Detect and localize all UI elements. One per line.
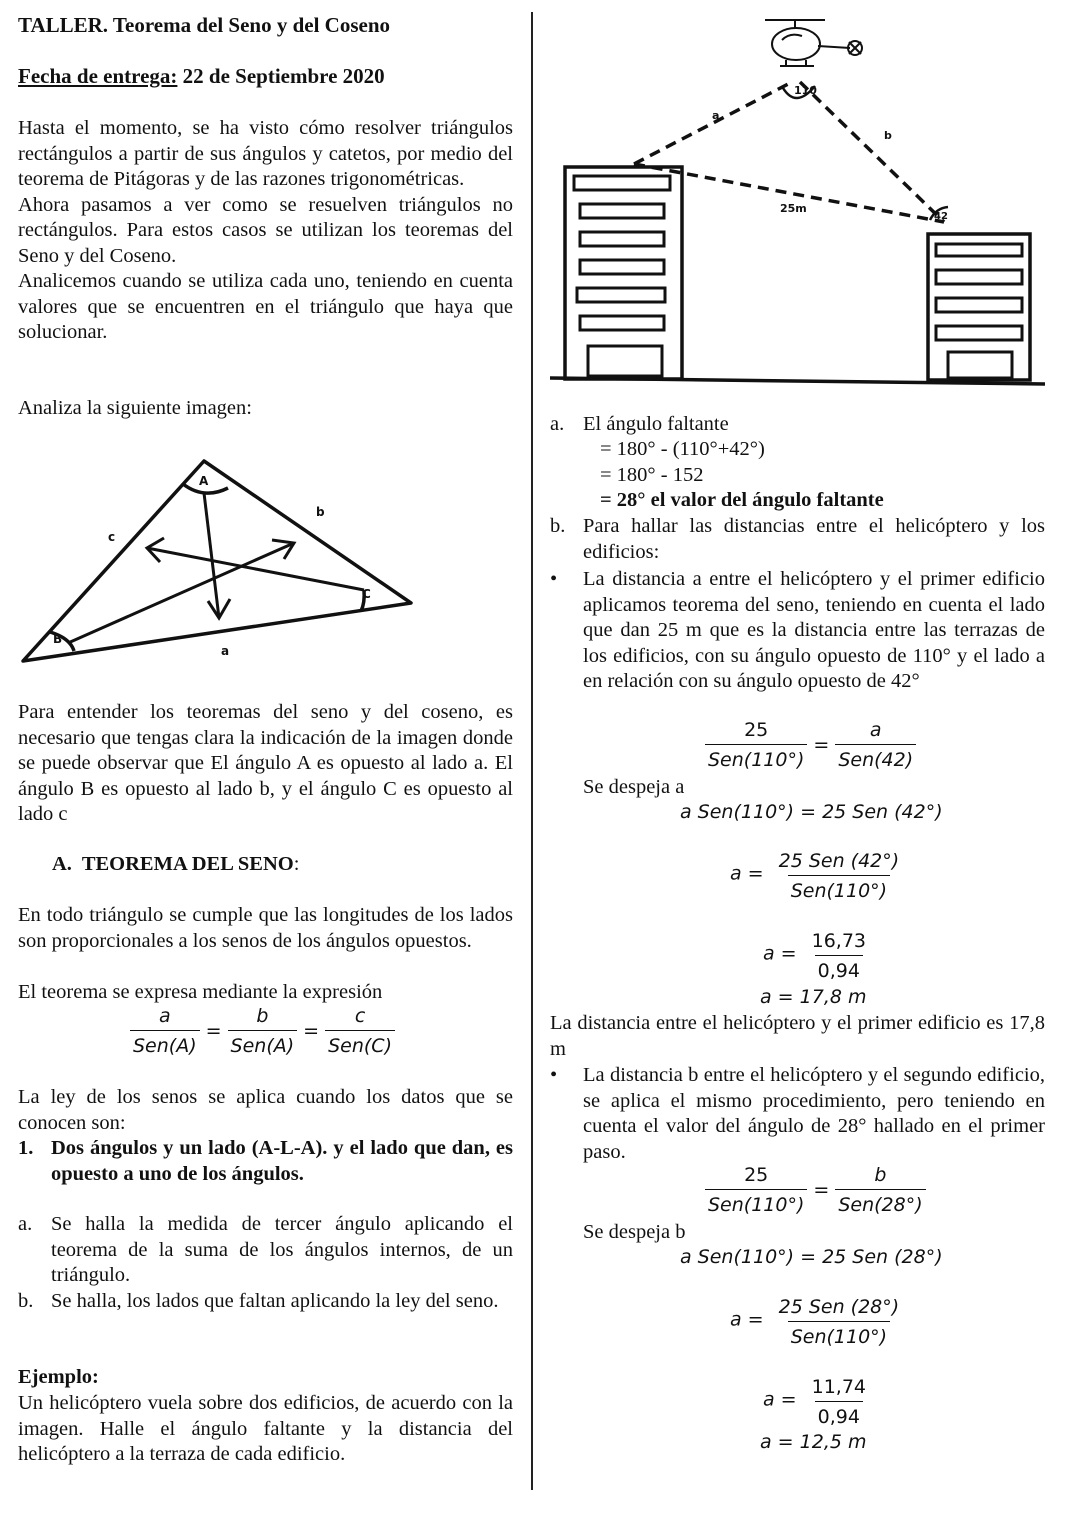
calc2-line: a Sen(110°) = 25 Sen (28°) bbox=[680, 1246, 943, 1268]
triangle-figure bbox=[18, 448, 418, 668]
solution-a-steps bbox=[600, 437, 884, 514]
bullet-icon: • bbox=[550, 568, 558, 590]
lhs: a = bbox=[763, 942, 797, 965]
label-angle-42: 42 bbox=[934, 211, 948, 222]
fraction bbox=[705, 718, 807, 772]
num: 25 Sen (28°) bbox=[778, 1296, 900, 1318]
equals: = bbox=[205, 1020, 222, 1042]
lhs: a = bbox=[730, 1308, 764, 1331]
den: Sen(C) bbox=[325, 1030, 395, 1058]
step-item bbox=[18, 1289, 513, 1315]
calc1-fraction-1 bbox=[730, 849, 902, 903]
solution-a-result-text: el valor del ángulo faltante bbox=[645, 489, 884, 511]
sine-definition: En todo triángulo se cumple que las longitudes de los lados son proporcionales a los senos de los ángulos opuestos. bbox=[18, 904, 513, 952]
bullet-2 bbox=[550, 1063, 1045, 1165]
section-a-heading bbox=[52, 852, 299, 878]
step-text: Se halla la medida de tercer ángulo aplicando el teorema de la suma de los ángulos internos, de un triángulo. bbox=[51, 1213, 513, 1286]
num: 11,74 bbox=[811, 1376, 867, 1398]
fraction-a-over-sen-a bbox=[130, 1004, 200, 1058]
label-angle-a: A bbox=[199, 474, 209, 488]
calc2-fraction-2 bbox=[763, 1375, 869, 1429]
due-date bbox=[18, 64, 385, 90]
num: 25 Sen (42°) bbox=[778, 850, 900, 872]
building-right-windows bbox=[936, 244, 1022, 378]
den: Sen(110°) bbox=[705, 1189, 807, 1217]
num: a bbox=[158, 1005, 171, 1027]
step-item bbox=[18, 1212, 513, 1289]
equals: = bbox=[813, 1179, 830, 1201]
calc1-despeja: Se despeja a bbox=[583, 776, 685, 798]
example-title: Ejemplo: bbox=[18, 1366, 99, 1388]
den: Sen(110°) bbox=[788, 875, 890, 903]
solution-a-line-2: = 180° - 152 bbox=[600, 463, 704, 486]
distance-1-paragraph: La distancia entre el helicóptero y el primer edificio es 17,8 m bbox=[550, 1012, 1045, 1060]
solution-a-title: El ángulo faltante bbox=[583, 413, 729, 435]
equals: = bbox=[813, 734, 830, 756]
label-side-a: a bbox=[221, 644, 230, 658]
law-of-sines-formula bbox=[130, 1004, 395, 1058]
fraction bbox=[835, 718, 916, 772]
bullet-1-text: La distancia a entre el helicóptero y el primer edificio aplicamos teorema del seno, teniendo en cuenta el lado que dan 25 m que es la distancia entre las terrazas de los edificios, con su ángulo opuesto de 110° y el lado a en relación con su ángulo opuesto de 42° bbox=[583, 568, 1045, 692]
section-a-colon: : bbox=[293, 853, 300, 875]
den: Sen(42) bbox=[835, 744, 916, 772]
label-side-c: c bbox=[108, 530, 116, 544]
den: Sen(A) bbox=[130, 1030, 200, 1058]
fraction bbox=[809, 1375, 869, 1429]
label-distance: 25m bbox=[780, 202, 807, 215]
label-angle-b: B bbox=[53, 632, 63, 646]
example-text: Un helicóptero vuela sobre dos edificios, de acuerdo con la imagen. Halle el ángulo faltante y la distancia del helicóptero a la terraza de cada edificio. bbox=[18, 1392, 513, 1465]
due-date-label: Fecha de entrega: bbox=[18, 64, 178, 88]
den: Sen(28°) bbox=[835, 1189, 925, 1217]
calc1-line: a Sen(110°) = 25 Sen (42°) bbox=[680, 801, 943, 823]
intro-paragraph-1: Hasta el momento, se ha visto cómo resolver triángulos rectángulos a partir de sus ángulos y catetos, por medio del teorema de Pitágoras y de las razones trigonométricas. bbox=[18, 117, 513, 190]
understand-paragraph: Para entender los teoremas del seno y del coseno, es necesario que tengas clara la indicación de la imagen donde se puede observar que El ángulo A es opuesto al lado a. El ángulo B es opuesto al lado b, y el ángulo C es opuesto al lado c bbox=[18, 701, 513, 825]
intro bbox=[18, 116, 513, 346]
arrow-c bbox=[147, 548, 364, 590]
label-side-b: b bbox=[316, 505, 325, 519]
bullet-2-text: La distancia b entre el helicóptero y el segundo edificio, se aplica el mismo procedimiento, pero teniendo en cuenta el valor del ángulo de 28° hallado en el primer paso. bbox=[583, 1064, 1045, 1163]
lhs: a = bbox=[730, 862, 764, 885]
step-label: a. bbox=[18, 1213, 33, 1235]
den: Sen(A) bbox=[228, 1030, 298, 1058]
fraction bbox=[776, 1295, 903, 1349]
num: 25 bbox=[744, 1164, 769, 1186]
solution-a-heading bbox=[550, 412, 1045, 438]
num: b bbox=[874, 1164, 887, 1186]
section-a-title: TEOREMA DEL SENO bbox=[81, 853, 294, 875]
dashed-side-a bbox=[634, 82, 792, 164]
solution-b-heading bbox=[550, 514, 1045, 565]
den: 0,94 bbox=[815, 955, 863, 983]
solution-a-line-1: = 180° - (110°+42°) bbox=[600, 438, 765, 460]
calc1-result: a = 17,8 m bbox=[760, 986, 867, 1008]
bullet-1 bbox=[550, 567, 1045, 695]
fraction bbox=[705, 1163, 807, 1217]
helicopter-figure bbox=[550, 12, 1045, 392]
solution-a-line-3 bbox=[600, 488, 884, 514]
den: 0,94 bbox=[815, 1401, 863, 1429]
label-side-b: b bbox=[884, 129, 892, 142]
fraction bbox=[776, 849, 903, 903]
helicopter-icon bbox=[765, 20, 862, 66]
case-1 bbox=[18, 1136, 513, 1187]
column-divider bbox=[531, 12, 533, 1490]
step-text: Se halla, los lados que faltan aplicando la ley del seno. bbox=[51, 1289, 499, 1312]
case-1-text: Dos ángulos y un lado (A-L-A). y el lado que dan, es opuesto a uno de los ángulos. bbox=[51, 1137, 513, 1185]
calc2-despeja: Se despeja b bbox=[583, 1221, 686, 1243]
den: Sen(110°) bbox=[788, 1321, 890, 1349]
building-left-windows bbox=[574, 176, 670, 376]
applies-paragraph: La ley de los senos se aplica cuando los datos que se conocen son: bbox=[18, 1086, 513, 1134]
fraction-b-over-sen bbox=[228, 1004, 298, 1058]
dashed-side-b bbox=[800, 82, 944, 222]
solution-b-label: b. bbox=[550, 515, 566, 537]
fraction-c-over-sen-c bbox=[325, 1004, 395, 1058]
intro-paragraph-2: Ahora pasamos a ver como se resuelven triángulos no rectángulos. Para estos casos se utilizan los teoremas del Seno y del Coseno. bbox=[18, 193, 513, 267]
case-1-number: 1. bbox=[18, 1137, 34, 1159]
sine-expression-intro: El teorema se expresa mediante la expresión bbox=[18, 981, 383, 1003]
due-date-value: 22 de Septiembre 2020 bbox=[177, 64, 385, 88]
bullet-icon: • bbox=[550, 1064, 558, 1086]
arrow-a bbox=[204, 493, 219, 618]
calc2-proportion bbox=[705, 1163, 926, 1217]
arrow-b bbox=[68, 543, 294, 643]
num: c bbox=[354, 1005, 366, 1027]
num: 16,73 bbox=[811, 930, 867, 952]
steps-list bbox=[18, 1212, 513, 1314]
fraction bbox=[809, 929, 869, 983]
solution-a-result: = 28° bbox=[600, 489, 646, 511]
solution-a-label: a. bbox=[550, 413, 565, 435]
num: b bbox=[256, 1005, 269, 1027]
label-angle-c: C bbox=[362, 587, 371, 601]
den: Sen(110°) bbox=[705, 744, 807, 772]
page-title: TALLER. Teorema del Seno y del Coseno bbox=[18, 13, 391, 37]
label-side-a: a bbox=[712, 109, 720, 122]
section-a-label: A. bbox=[52, 853, 72, 875]
step-label: b. bbox=[18, 1289, 34, 1312]
calc2-result: a = 12,5 m bbox=[760, 1431, 867, 1453]
label-angle-110: 110 bbox=[794, 84, 817, 97]
num: 25 bbox=[744, 719, 769, 741]
calc1-fraction-2 bbox=[763, 929, 869, 983]
lhs: a = bbox=[763, 1388, 797, 1411]
calc1-proportion bbox=[705, 718, 916, 772]
analyze-prompt: Analiza la siguiente imagen: bbox=[18, 397, 252, 419]
num: a bbox=[869, 719, 882, 741]
solution-b-text: Para hallar las distancias entre el helicóptero y los edificios: bbox=[583, 515, 1045, 563]
calc2-fraction-1 bbox=[730, 1295, 902, 1349]
intro-paragraph-3: Analicemos cuando se utiliza cada uno, teniendo en cuenta valores que se encuentren en el triángulo que haya que solucionar. bbox=[18, 270, 513, 343]
equals: = bbox=[303, 1020, 320, 1042]
fraction bbox=[835, 1163, 925, 1217]
